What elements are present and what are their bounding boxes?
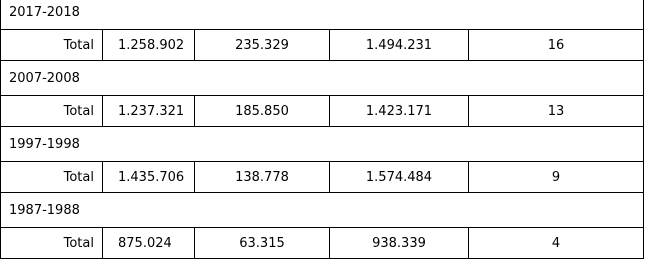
table-cell: 63.315: [195, 228, 330, 259]
table-cell: 4: [469, 228, 644, 259]
table-row: [1, 96, 644, 127]
table-cell: 875.024: [103, 228, 195, 259]
table-cell: 138.778: [195, 162, 330, 193]
period-row: [1, 193, 644, 228]
period-label: 1987-1988: [1, 193, 644, 228]
row-label: Total: [1, 162, 103, 193]
table-cell: 185.850: [195, 96, 330, 127]
row-label: Total: [1, 228, 103, 259]
table-cell: 1.494.231: [330, 30, 469, 61]
table-cell: 1.258.902: [103, 30, 195, 61]
table-row: [1, 30, 644, 61]
table-row: [1, 162, 644, 193]
period-row: [1, 127, 644, 162]
period-row: [1, 61, 644, 96]
table-cell: 1.237.321: [103, 96, 195, 127]
table-cell: 13: [469, 96, 644, 127]
table-row: [1, 228, 644, 259]
period-label: 1997-1998: [1, 127, 644, 162]
table-cell: 938.339: [330, 228, 469, 259]
period-label: 2007-2008: [1, 61, 644, 96]
table-cell: 9: [469, 162, 644, 193]
table-cell: 1.423.171: [330, 96, 469, 127]
table-cell: 1.435.706: [103, 162, 195, 193]
table-cell: 235.329: [195, 30, 330, 61]
period-label: 2017-2018: [1, 0, 644, 30]
row-label: Total: [1, 96, 103, 127]
table-cell: 1.574.484: [330, 162, 469, 193]
row-label: Total: [1, 30, 103, 61]
period-row: [1, 0, 644, 30]
table-cell: 16: [469, 30, 644, 61]
